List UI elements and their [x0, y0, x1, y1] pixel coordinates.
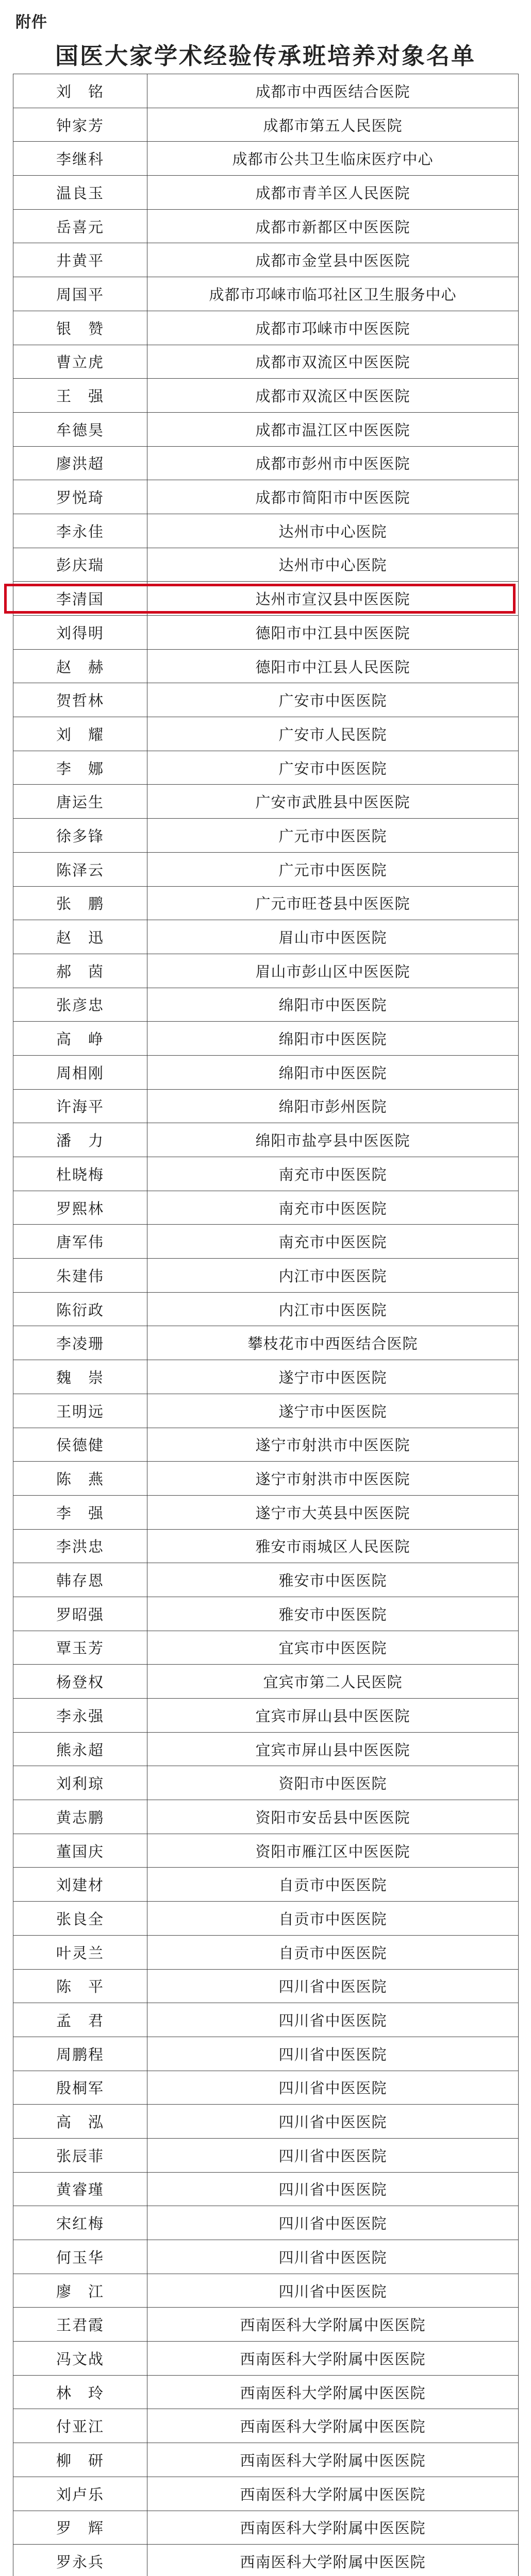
- person-name: 廖 江: [13, 2274, 147, 2308]
- table-row: [13, 2477, 519, 2511]
- person-name: 陈衍政: [13, 1292, 147, 1326]
- person-name: 赵 赫: [13, 649, 147, 683]
- person-name: 李凌珊: [13, 1326, 147, 1360]
- table-row: [13, 2375, 519, 2409]
- person-name: 廖洪超: [13, 446, 147, 480]
- person-name: 刘 铭: [13, 74, 147, 108]
- work-unit: 达州市宣汉县中医医院: [147, 582, 519, 616]
- table-row: [13, 379, 519, 413]
- table-row: [13, 616, 519, 650]
- table-row: [13, 345, 519, 379]
- work-unit: 雅安市中医医院: [147, 1597, 519, 1631]
- person-name: 温良玉: [13, 176, 147, 210]
- work-unit: 成都市彭州市中医医院: [147, 446, 519, 480]
- person-name: 郝 茵: [13, 954, 147, 988]
- person-name: 宋红梅: [13, 2206, 147, 2240]
- table-row: [13, 1157, 519, 1191]
- person-name: 刘卢乐: [13, 2477, 147, 2511]
- work-unit: 遂宁市中医医院: [147, 1394, 519, 1428]
- table-row: [13, 1495, 519, 1529]
- table-row: [13, 548, 519, 582]
- person-name: 罗 辉: [13, 2511, 147, 2545]
- work-unit: 成都市金堂县中医医院: [147, 243, 519, 277]
- table-row-highlighted: [13, 582, 519, 616]
- person-name: 罗悦琦: [13, 480, 147, 514]
- person-name: 王 强: [13, 379, 147, 413]
- person-name: 殷桐军: [13, 2071, 147, 2105]
- work-unit: 绵阳市盐亭县中医医院: [147, 1123, 519, 1157]
- work-unit: 成都市第五人民医院: [147, 108, 519, 142]
- person-name: 陈 平: [13, 1969, 147, 2003]
- table-row: [13, 2105, 519, 2139]
- table-row: [13, 1631, 519, 1665]
- person-name: 赵 迅: [13, 920, 147, 954]
- person-name: 林 玲: [13, 2375, 147, 2409]
- table-row: [13, 785, 519, 819]
- work-unit: 德阳市中江县中医医院: [147, 616, 519, 650]
- table-row: [13, 1563, 519, 1597]
- table-row: [13, 2003, 519, 2037]
- table-row: [13, 920, 519, 954]
- work-unit: 眉山市彭山区中医医院: [147, 954, 519, 988]
- work-unit: 成都市新都区中医医院: [147, 209, 519, 243]
- work-unit: 西南医科大学附属中医医院: [147, 2511, 519, 2545]
- person-name: 牟德昊: [13, 412, 147, 446]
- work-unit: 广元市中医医院: [147, 819, 519, 853]
- person-name: 熊永超: [13, 1732, 147, 1766]
- table-row: [13, 1868, 519, 1902]
- table-row: [13, 243, 519, 277]
- table-row: [13, 2342, 519, 2376]
- work-unit: 宜宾市屏山县中医医院: [147, 1699, 519, 1733]
- table-row: [13, 1225, 519, 1259]
- person-name: 张辰菲: [13, 2138, 147, 2172]
- person-name: 李永佳: [13, 514, 147, 548]
- person-name: 岳喜元: [13, 209, 147, 243]
- table-row: [13, 988, 519, 1022]
- person-name: 刘建材: [13, 1868, 147, 1902]
- person-name: 李继科: [13, 142, 147, 176]
- work-unit: 自贡市中医医院: [147, 1868, 519, 1902]
- person-name: 王明远: [13, 1394, 147, 1428]
- work-unit: 西南医科大学附属中医医院: [147, 2308, 519, 2342]
- work-unit: 德阳市中江县人民医院: [147, 649, 519, 683]
- table-row: [13, 954, 519, 988]
- work-unit: 四川省中医医院: [147, 2003, 519, 2037]
- work-unit: 四川省中医医院: [147, 2105, 519, 2139]
- work-unit: 成都市简阳市中医医院: [147, 480, 519, 514]
- table-row: [13, 142, 519, 176]
- table-row: [13, 1902, 519, 1936]
- work-unit: 西南医科大学附属中医医院: [147, 2375, 519, 2409]
- work-unit: 南充市中医医院: [147, 1225, 519, 1259]
- table-row: [13, 1597, 519, 1631]
- person-name: 李清国: [13, 582, 147, 616]
- work-unit: 广安市武胜县中医医院: [147, 785, 519, 819]
- person-name: 杜晓梅: [13, 1157, 147, 1191]
- work-unit: 四川省中医医院: [147, 2037, 519, 2071]
- table-row: [13, 1259, 519, 1293]
- person-name: 张良全: [13, 1902, 147, 1936]
- table-row: [13, 2443, 519, 2477]
- work-unit: 绵阳市中医医院: [147, 1022, 519, 1056]
- work-unit: 自贡市中医医院: [147, 1902, 519, 1936]
- table-row: [13, 446, 519, 480]
- person-name: 黄志鹏: [13, 1800, 147, 1834]
- work-unit: 西南医科大学附属中医医院: [147, 2443, 519, 2477]
- person-name: 刘得明: [13, 616, 147, 650]
- table-row: [13, 1191, 519, 1225]
- table-row: [13, 2206, 519, 2240]
- work-unit: 达州市中心医院: [147, 548, 519, 582]
- work-unit: 宜宾市第二人民医院: [147, 1665, 519, 1699]
- table-row: [13, 1766, 519, 1800]
- table-row: [13, 2138, 519, 2172]
- table-row: [13, 683, 519, 717]
- work-unit: 内江市中医医院: [147, 1259, 519, 1293]
- table-row: [13, 852, 519, 886]
- person-name: 王君霞: [13, 2308, 147, 2342]
- person-name: 朱建伟: [13, 1259, 147, 1293]
- roster-table: [13, 74, 519, 2576]
- person-name: 曹立虎: [13, 345, 147, 379]
- work-unit: 广安市中医医院: [147, 751, 519, 785]
- table-row: [13, 277, 519, 311]
- work-unit: 宜宾市中医医院: [147, 1631, 519, 1665]
- work-unit: 资阳市安岳县中医医院: [147, 1800, 519, 1834]
- work-unit: 四川省中医医院: [147, 2206, 519, 2240]
- table-row: [13, 2308, 519, 2342]
- work-unit: 四川省中医医院: [147, 1969, 519, 2003]
- table-row: [13, 1935, 519, 1969]
- work-unit: 遂宁市射洪市中医医院: [147, 1428, 519, 1462]
- person-name: 井黄平: [13, 243, 147, 277]
- person-name: 银 赞: [13, 311, 147, 345]
- work-unit: 四川省中医医院: [147, 2274, 519, 2308]
- person-name: 李 强: [13, 1495, 147, 1529]
- work-unit: 雅安市雨城区人民医院: [147, 1529, 519, 1563]
- person-name: 徐多锋: [13, 819, 147, 853]
- work-unit: 雅安市中医医院: [147, 1563, 519, 1597]
- table-row: [13, 480, 519, 514]
- person-name: 罗昭强: [13, 1597, 147, 1631]
- table-row: [13, 717, 519, 751]
- person-name: 刘 耀: [13, 717, 147, 751]
- table-row: [13, 2071, 519, 2105]
- person-name: 覃玉芳: [13, 1631, 147, 1665]
- table-row: [13, 514, 519, 548]
- table-row: [13, 1123, 519, 1157]
- table-row: [13, 1800, 519, 1834]
- person-name: 贺哲林: [13, 683, 147, 717]
- person-name: 潘 力: [13, 1123, 147, 1157]
- person-name: 罗熙林: [13, 1191, 147, 1225]
- table-row: [13, 1394, 519, 1428]
- person-name: 陈 燕: [13, 1462, 147, 1496]
- table-row: [13, 1292, 519, 1326]
- table-row: [13, 2240, 519, 2274]
- work-unit: 西南医科大学附属中医医院: [147, 2545, 519, 2576]
- person-name: 周鹏程: [13, 2037, 147, 2071]
- work-unit: 广安市人民医院: [147, 717, 519, 751]
- work-unit: 广元市旺苍县中医医院: [147, 886, 519, 920]
- person-name: 魏 崇: [13, 1360, 147, 1394]
- person-name: 张彦忠: [13, 988, 147, 1022]
- table-row: [13, 1428, 519, 1462]
- table-row: [13, 1969, 519, 2003]
- person-name: 钟家芳: [13, 108, 147, 142]
- work-unit: 绵阳市中医医院: [147, 1055, 519, 1089]
- work-unit: 宜宾市屏山县中医医院: [147, 1732, 519, 1766]
- work-unit: 成都市双流区中医医院: [147, 345, 519, 379]
- person-name: 叶灵兰: [13, 1935, 147, 1969]
- work-unit: 四川省中医医院: [147, 2240, 519, 2274]
- table-row: [13, 2545, 519, 2576]
- person-name: 彭庆瑞: [13, 548, 147, 582]
- work-unit: 遂宁市大英县中医医院: [147, 1495, 519, 1529]
- table-row: [13, 1699, 519, 1733]
- work-unit: 西南医科大学附属中医医院: [147, 2342, 519, 2376]
- work-unit: 成都市双流区中医医院: [147, 379, 519, 413]
- table-row: [13, 886, 519, 920]
- table-row: [13, 2511, 519, 2545]
- work-unit: 广元市中医医院: [147, 852, 519, 886]
- person-name: 黄睿瑾: [13, 2172, 147, 2206]
- document-title: 国医大家学术经验传承班培养对象名单: [55, 42, 476, 70]
- person-name: 柳 研: [13, 2443, 147, 2477]
- table-row: [13, 209, 519, 243]
- work-unit: 四川省中医医院: [147, 2138, 519, 2172]
- person-name: 侯德健: [13, 1428, 147, 1462]
- work-unit: 眉山市中医医院: [147, 920, 519, 954]
- person-name: 李洪忠: [13, 1529, 147, 1563]
- work-unit: 绵阳市彭州医院: [147, 1089, 519, 1123]
- person-name: 高 峥: [13, 1022, 147, 1056]
- table-row: [13, 1089, 519, 1123]
- work-unit: 遂宁市中医医院: [147, 1360, 519, 1394]
- table-row: [13, 311, 519, 345]
- work-unit: 南充市中医医院: [147, 1191, 519, 1225]
- table-row: [13, 1732, 519, 1766]
- table-row: [13, 1529, 519, 1563]
- person-name: 何玉华: [13, 2240, 147, 2274]
- person-name: 唐运生: [13, 785, 147, 819]
- work-unit: 成都市温江区中医医院: [147, 412, 519, 446]
- person-name: 陈泽云: [13, 852, 147, 886]
- work-unit: 遂宁市射洪市中医医院: [147, 1462, 519, 1496]
- work-unit: 成都市中西医结合医院: [147, 74, 519, 108]
- attachment-label: 附件: [15, 13, 47, 31]
- person-name: 付亚江: [13, 2409, 147, 2443]
- table-row: [13, 2274, 519, 2308]
- work-unit: 成都市青羊区人民医院: [147, 176, 519, 210]
- work-unit: 资阳市中医医院: [147, 1766, 519, 1800]
- work-unit: 达州市中心医院: [147, 514, 519, 548]
- table-row: [13, 108, 519, 142]
- roster-table-body: [13, 74, 519, 2576]
- work-unit: 西南医科大学附属中医医院: [147, 2477, 519, 2511]
- table-row: [13, 1462, 519, 1496]
- table-row: [13, 649, 519, 683]
- work-unit: 攀枝花市中西医结合医院: [147, 1326, 519, 1360]
- work-unit: 南充市中医医院: [147, 1157, 519, 1191]
- table-row: [13, 1022, 519, 1056]
- table-row: [13, 1326, 519, 1360]
- person-name: 周国平: [13, 277, 147, 311]
- work-unit: 四川省中医医院: [147, 2071, 519, 2105]
- table-row: [13, 412, 519, 446]
- table-row: [13, 1055, 519, 1089]
- work-unit: 绵阳市中医医院: [147, 988, 519, 1022]
- person-name: 张 鹏: [13, 886, 147, 920]
- table-row: [13, 2172, 519, 2206]
- work-unit: 西南医科大学附属中医医院: [147, 2409, 519, 2443]
- table-row: [13, 819, 519, 853]
- table-row: [13, 1834, 519, 1868]
- person-name: 周相刚: [13, 1055, 147, 1089]
- roster-table-container: [13, 74, 518, 2576]
- table-row: [13, 2409, 519, 2443]
- work-unit: 成都市邛崃市临邛社区卫生服务中心: [147, 277, 519, 311]
- person-name: 孟 君: [13, 2003, 147, 2037]
- person-name: 李永强: [13, 1699, 147, 1733]
- work-unit: 内江市中医医院: [147, 1292, 519, 1326]
- person-name: 唐军伟: [13, 1225, 147, 1259]
- person-name: 韩存恩: [13, 1563, 147, 1597]
- person-name: 罗永兵: [13, 2545, 147, 2576]
- person-name: 刘利琼: [13, 1766, 147, 1800]
- work-unit: 四川省中医医院: [147, 2172, 519, 2206]
- table-row: [13, 74, 519, 108]
- table-row: [13, 1665, 519, 1699]
- work-unit: 资阳市雁江区中医医院: [147, 1834, 519, 1868]
- table-row: [13, 176, 519, 210]
- work-unit: 成都市邛崃市中医医院: [147, 311, 519, 345]
- table-row: [13, 751, 519, 785]
- table-row: [13, 2037, 519, 2071]
- person-name: 冯文战: [13, 2342, 147, 2376]
- table-row: [13, 1360, 519, 1394]
- person-name: 高 泓: [13, 2105, 147, 2139]
- person-name: 许海平: [13, 1089, 147, 1123]
- work-unit: 成都市公共卫生临床医疗中心: [147, 142, 519, 176]
- person-name: 李 娜: [13, 751, 147, 785]
- person-name: 杨登权: [13, 1665, 147, 1699]
- person-name: 董国庆: [13, 1834, 147, 1868]
- work-unit: 自贡市中医医院: [147, 1935, 519, 1969]
- work-unit: 广安市中医医院: [147, 683, 519, 717]
